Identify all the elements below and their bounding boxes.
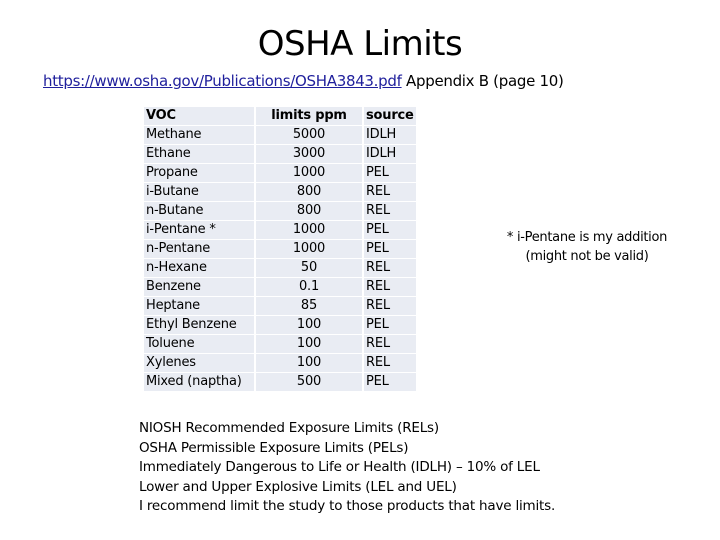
source-cell: IDLH [364, 145, 416, 163]
ipentane-note [492, 228, 682, 266]
ppm-cell: 1000 [256, 164, 362, 182]
voc-cell: i-Butane [144, 183, 254, 201]
slide-title: OSHA Limits [257, 24, 463, 64]
voc-cell: Mixed (naptha) [144, 373, 254, 391]
voc-cell: Ethyl Benzene [144, 316, 254, 334]
source-line [43, 71, 564, 91]
source-cell: PEL [364, 164, 416, 182]
note-line-2: (might not be valid) [525, 249, 649, 264]
ppm-cell: 100 [256, 354, 362, 372]
table-header-row [144, 107, 416, 125]
table-row [144, 373, 416, 391]
table-row [144, 221, 416, 239]
table-row [144, 240, 416, 258]
ppm-cell: 100 [256, 335, 362, 353]
table-row [144, 164, 416, 182]
table-row [144, 259, 416, 277]
table-row [144, 316, 416, 334]
table-row [144, 202, 416, 220]
voc-cell: Toluene [144, 335, 254, 353]
osha-publication-link[interactable]: https://www.osha.gov/Publications/OSHA3843.pdf [43, 72, 402, 90]
ppm-cell: 800 [256, 183, 362, 201]
voc-cell: Methane [144, 126, 254, 144]
ppm-cell: 800 [256, 202, 362, 220]
source-suffix: Appendix B (page 10) [401, 72, 564, 90]
footer-line-pel: OSHA Permissible Exposure Limits (PELs) [139, 439, 409, 456]
source-cell: PEL [364, 221, 416, 239]
osha-limits-table [142, 106, 418, 392]
source-cell: IDLH [364, 126, 416, 144]
header-limits-ppm: limits ppm [256, 107, 362, 125]
footer-line-idlh: Immediately Dangerous to Life or Health (IDLH) – 10% of LEL [139, 459, 540, 475]
header-voc: VOC [144, 107, 254, 125]
source-cell: PEL [364, 240, 416, 258]
ppm-cell: 50 [256, 259, 362, 277]
table-row [144, 126, 416, 144]
ppm-cell: 85 [256, 297, 362, 315]
voc-cell: Ethane [144, 145, 254, 163]
definitions-footer [139, 419, 555, 517]
table-row [144, 297, 416, 315]
note-line-1: * i-Pentane is my addition [506, 230, 668, 245]
table-row [144, 354, 416, 372]
table-row [144, 145, 416, 163]
footer-line-lel-uel: Lower and Upper Explosive Limits (LEL and UEL) [139, 478, 457, 495]
voc-cell: Benzene [144, 278, 254, 296]
voc-cell: Heptane [144, 297, 254, 315]
footer-line-recommendation: I recommend limit the study to those products that have limits. [139, 498, 556, 514]
source-cell: PEL [364, 373, 416, 391]
source-cell: REL [364, 335, 416, 353]
voc-cell: i-Pentane * [144, 221, 254, 239]
voc-cell: Propane [144, 164, 254, 182]
ppm-cell: 100 [256, 316, 362, 334]
source-cell: REL [364, 278, 416, 296]
voc-cell: Xylenes [144, 354, 254, 372]
ppm-cell: 3000 [256, 145, 362, 163]
voc-cell: n-Butane [144, 202, 254, 220]
ppm-cell: 5000 [256, 126, 362, 144]
source-cell: REL [364, 354, 416, 372]
ppm-cell: 1000 [256, 221, 362, 239]
ppm-cell: 500 [256, 373, 362, 391]
source-cell: PEL [364, 316, 416, 334]
source-cell: REL [364, 297, 416, 315]
source-cell: REL [364, 259, 416, 277]
table-row [144, 278, 416, 296]
voc-cell: n-Pentane [144, 240, 254, 258]
table-row [144, 183, 416, 201]
ppm-cell: 0.1 [256, 278, 362, 296]
source-cell: REL [364, 202, 416, 220]
header-source: source [366, 108, 414, 123]
ppm-cell: 1000 [256, 240, 362, 258]
voc-cell: n-Hexane [144, 259, 254, 277]
source-cell: REL [364, 183, 416, 201]
footer-line-rel: NIOSH Recommended Exposure Limits (RELs) [139, 420, 439, 436]
table-row [144, 335, 416, 353]
